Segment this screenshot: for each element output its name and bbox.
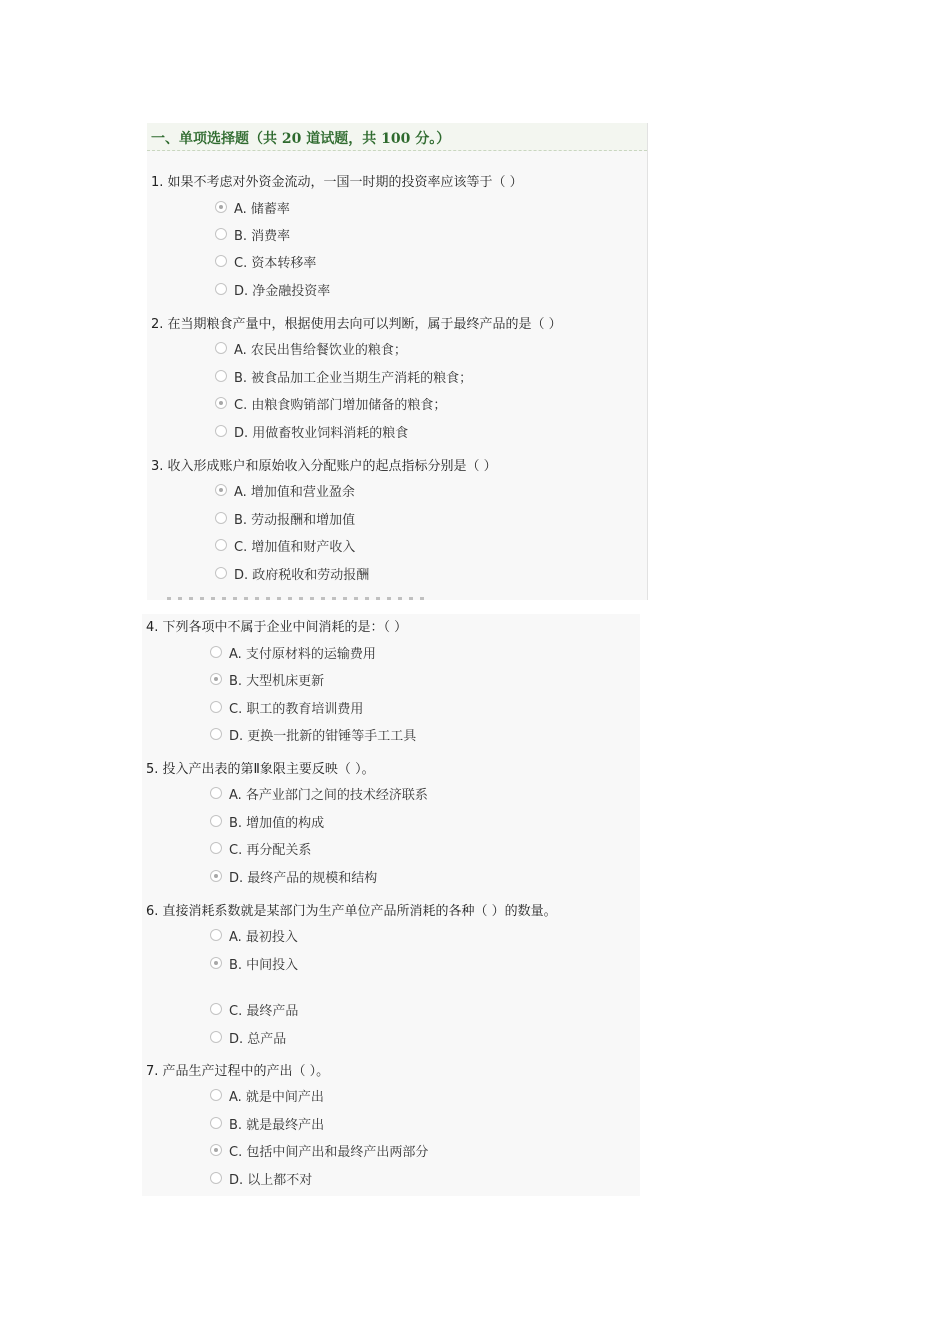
radio-icon[interactable] [210, 1003, 222, 1015]
question-1-option-c[interactable] [215, 252, 316, 270]
radio-icon[interactable] [215, 512, 227, 524]
option-label: A. 最初投入 [229, 929, 298, 945]
question-2-title: 2. 在当期粮食产量中，根据使用去向可以判断，属于最终产品的是（ ） [151, 317, 562, 332]
option-label: B. 大型机床更新 [229, 673, 325, 689]
option-label: C. 资本转移率 [234, 255, 317, 271]
radio-icon[interactable] [215, 342, 227, 354]
option-label: B. 消费率 [234, 228, 291, 244]
radio-icon-checked[interactable] [210, 673, 222, 685]
option-label: A. 增加值和营业盈余 [234, 484, 355, 500]
radio-icon[interactable] [210, 701, 222, 713]
radio-icon[interactable] [215, 425, 227, 437]
section-title: 一、单项选择题（共 20 道试题，共 100 分。） [151, 131, 451, 147]
cut-off-text-line [167, 597, 427, 600]
question-7-option-d[interactable] [210, 1169, 312, 1187]
question-7-option-a[interactable] [210, 1086, 324, 1104]
option-label: A. 就是中间产出 [229, 1089, 324, 1105]
question-2-option-c[interactable] [215, 394, 446, 412]
question-5-option-c[interactable] [210, 839, 311, 857]
radio-icon[interactable] [210, 815, 222, 827]
option-label: B. 被食品加工企业当期生产消耗的粮食； [234, 370, 473, 386]
radio-icon[interactable] [215, 370, 227, 382]
option-label: D. 最终产品的规模和结构 [229, 870, 378, 886]
radio-icon-checked[interactable] [215, 201, 227, 213]
radio-icon-checked[interactable] [215, 484, 227, 496]
question-7-option-c[interactable] [210, 1141, 428, 1159]
radio-icon[interactable] [210, 728, 222, 740]
question-7-title: 7. 产品生产过程中的产出（ ）。 [146, 1064, 330, 1079]
radio-icon[interactable] [215, 539, 227, 551]
radio-icon[interactable] [210, 1117, 222, 1129]
question-1-option-a[interactable] [215, 198, 290, 216]
question-6-option-d[interactable] [210, 1028, 286, 1046]
radio-icon[interactable] [210, 929, 222, 941]
option-label: C. 职工的教育培训费用 [229, 701, 364, 717]
option-label: D. 总产品 [229, 1031, 287, 1047]
radio-icon-checked[interactable] [215, 397, 227, 409]
question-4-option-d[interactable] [210, 725, 416, 743]
radio-icon[interactable] [210, 646, 222, 658]
option-label: A. 农民出售给餐饮业的粮食； [234, 342, 407, 358]
option-label: A. 储蓄率 [234, 201, 290, 217]
question-2-option-d[interactable] [215, 422, 408, 440]
radio-icon-checked[interactable] [210, 957, 222, 969]
question-3-title: 3. 收入形成账户和原始收入分配账户的起点指标分别是（ ） [151, 459, 497, 474]
radio-icon[interactable] [215, 255, 227, 267]
option-label: C. 最终产品 [229, 1003, 299, 1019]
question-5-option-a[interactable] [210, 784, 428, 802]
question-1-option-b[interactable] [215, 225, 290, 243]
radio-icon-checked[interactable] [210, 870, 222, 882]
question-6-option-c[interactable] [210, 1000, 298, 1018]
option-label: D. 用做畜牧业饲料消耗的粮食 [234, 425, 409, 441]
question-2-option-a[interactable] [215, 339, 407, 357]
option-label: D. 政府税收和劳动报酬 [234, 567, 370, 583]
question-3-option-c[interactable] [215, 536, 355, 554]
option-label: B. 增加值的构成 [229, 815, 325, 831]
radio-icon[interactable] [215, 228, 227, 240]
question-3-option-b[interactable] [215, 509, 355, 527]
option-label: B. 就是最终产出 [229, 1117, 325, 1133]
option-label: D. 净金融投资率 [234, 283, 331, 299]
option-label: D. 以上都不对 [229, 1172, 313, 1188]
question-4-option-a[interactable] [210, 643, 376, 661]
question-5-title: 5. 投入产出表的第Ⅱ象限主要反映（ ）。 [146, 762, 375, 777]
option-label: C. 再分配关系 [229, 842, 312, 858]
question-4-title: 4. 下列各项中不属于企业中间消耗的是：（ ） [146, 620, 408, 635]
radio-icon[interactable] [215, 567, 227, 579]
quiz-panel-bottom [142, 614, 640, 1196]
option-label: B. 劳动报酬和增加值 [234, 512, 356, 528]
question-2-option-b[interactable] [215, 367, 472, 385]
option-label: A. 各产业部门之间的技术经济联系 [229, 787, 428, 803]
section-header [147, 123, 647, 151]
question-6-option-b[interactable] [210, 954, 298, 972]
option-label: C. 由粮食购销部门增加储备的粮食； [234, 397, 447, 413]
option-label: C. 增加值和财产收入 [234, 539, 356, 555]
question-3-option-a[interactable] [215, 481, 355, 499]
radio-icon[interactable] [210, 1172, 222, 1184]
question-6-title: 6. 直接消耗系数就是某部门为生产单位产品所消耗的各种（ ）的数量。 [146, 904, 557, 919]
option-label: C. 包括中间产出和最终产出两部分 [229, 1144, 429, 1160]
question-1-title: 1. 如果不考虑对外资金流动，一国一时期的投资率应该等于（ ） [151, 175, 523, 190]
question-5-option-d[interactable] [210, 867, 377, 885]
question-3-option-d[interactable] [215, 564, 369, 582]
radio-icon[interactable] [210, 787, 222, 799]
radio-icon[interactable] [210, 842, 222, 854]
option-label: A. 支付原材料的运输费用 [229, 646, 376, 662]
option-label: D. 更换一批新的钳锤等手工工具 [229, 728, 417, 744]
question-6-option-a[interactable] [210, 926, 298, 944]
question-5-option-b[interactable] [210, 812, 324, 830]
option-label: B. 中间投入 [229, 957, 299, 973]
radio-icon[interactable] [215, 283, 227, 295]
question-4-option-c[interactable] [210, 698, 363, 716]
radio-icon[interactable] [210, 1089, 222, 1101]
question-4-option-b[interactable] [210, 670, 324, 688]
question-1-option-d[interactable] [215, 280, 330, 298]
radio-icon-checked[interactable] [210, 1144, 222, 1156]
quiz-panel-top [147, 123, 648, 600]
question-7-option-b[interactable] [210, 1114, 324, 1132]
radio-icon[interactable] [210, 1031, 222, 1043]
